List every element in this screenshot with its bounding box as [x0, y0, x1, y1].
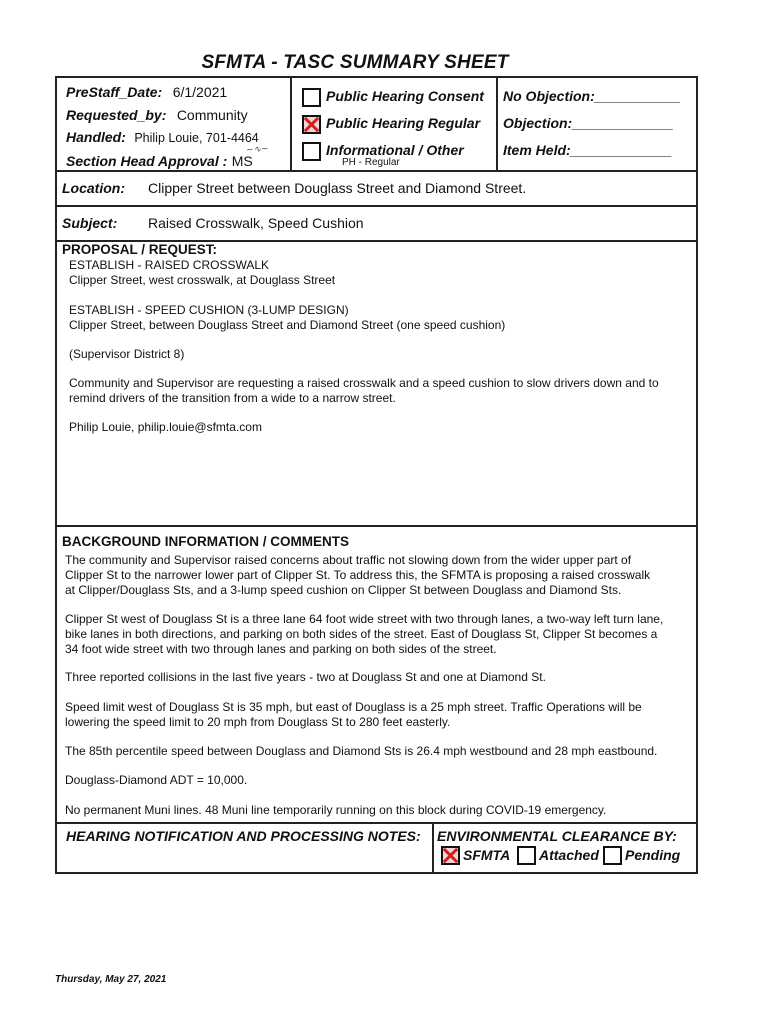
- proposal-line: Clipper Street, between Douglass Street and Diamond Street (one speed cushion): [69, 318, 506, 332]
- env-attached-label: Attached: [539, 847, 599, 863]
- divider-subject: [55, 205, 698, 207]
- handled-value: Philip Louie, 701-4464: [134, 131, 259, 145]
- env-clearance-label: ENVIRONMENTAL CLEARANCE BY:: [437, 828, 677, 844]
- public-hearing-regular-checkbox[interactable]: [302, 115, 321, 134]
- subject-value: Raised Crosswalk, Speed Cushion: [148, 215, 364, 231]
- requested-by-row: [66, 107, 248, 125]
- public-hearing-consent-checkbox[interactable]: [302, 88, 321, 107]
- proposal-line: Philip Louie, philip.louie@sfmta.com: [69, 420, 262, 434]
- background-line: Speed limit west of Douglass St is 35 mph, but east of Douglass is a 25 mph street. Traffic Operations will be: [65, 700, 642, 714]
- background-line: The community and Supervisor raised concerns about traffic not slowing down from the wider upper part of: [65, 553, 632, 567]
- objection-field[interactable]: Objection:_____________: [503, 115, 674, 131]
- section-head-row: [66, 153, 253, 171]
- handled-row: [66, 129, 259, 147]
- location-label: Location:: [62, 180, 125, 196]
- background-line: bike lanes in both directions, and parking on both sides of the street. East of Douglass St, Clipper St becomes a: [65, 627, 658, 641]
- proposal-heading: PROPOSAL / REQUEST:: [62, 242, 218, 257]
- divider-notes: [55, 822, 698, 824]
- env-attached-checkbox[interactable]: [517, 846, 536, 865]
- header-divider-left: [290, 76, 292, 172]
- background-line: No permanent Muni lines. 48 Muni line temporarily running on this block during COVID-19 emergency.: [65, 803, 607, 817]
- env-sfmta-label: SFMTA: [463, 847, 511, 863]
- hearing-notes-label: HEARING NOTIFICATION AND PROCESSING NOTES:: [66, 828, 421, 844]
- handled-label: Handled:: [66, 129, 126, 145]
- divider-background: [55, 525, 698, 527]
- env-pending-label: Pending: [625, 847, 681, 863]
- background-line: Clipper St to the narrower lower part of Clipper St. To address this, the SFMTA is proposing a raised crosswalk: [65, 568, 651, 582]
- background-line: The 85th percentile speed between Douglass and Diamond Sts is 26.4 mph westbound and 28 mph eastbound.: [65, 744, 658, 758]
- subject-label: Subject:: [62, 215, 118, 231]
- public-hearing-regular-label: Public Hearing Regular: [326, 115, 481, 131]
- requested-by-label: Requested_by:: [66, 107, 167, 123]
- background-heading: BACKGROUND INFORMATION / COMMENTS: [62, 534, 349, 549]
- signature-image: ~∿~: [245, 144, 269, 156]
- proposal-line: Community and Supervisor are requesting a raised crosswalk and a speed cushion to slow drivers down and to: [69, 376, 659, 390]
- prestaff-date-value: 6/1/2021: [172, 84, 228, 100]
- header-divider-right: [496, 76, 498, 172]
- page-title: SFMTA - TASC SUMMARY SHEET: [201, 52, 509, 73]
- proposal-line: (Supervisor District 8): [69, 347, 185, 361]
- prestaff-date-label: PreStaff_Date:: [66, 84, 163, 100]
- background-line: at Clipper/Douglass Sts, and a 3-lump speed cushion on Clipper St between Douglass and Diamond Sts.: [65, 583, 622, 597]
- hearing-sub-note: PH - Regular: [342, 157, 400, 168]
- background-line: Clipper St west of Douglass St is a three lane 64 foot wide street with two through lanes, a two-way left turn lane,: [65, 612, 664, 626]
- background-line: Douglass-Diamond ADT = 10,000.: [65, 773, 248, 787]
- no-objection-field[interactable]: No Objection:___________: [503, 88, 681, 104]
- env-sfmta-checkbox[interactable]: [441, 846, 460, 865]
- proposal-line: ESTABLISH - RAISED CROSSWALK: [69, 258, 270, 272]
- env-pending-checkbox[interactable]: [603, 846, 622, 865]
- prestaff-date-row: [66, 84, 227, 102]
- section-head-value: MS: [231, 153, 253, 169]
- section-head-label: Section Head Approval :: [66, 153, 228, 169]
- location-value: Clipper Street between Douglass Street and Diamond Street.: [148, 180, 527, 196]
- background-line: 34 foot wide street with two through lanes and parking on both sides of the street.: [65, 642, 497, 656]
- proposal-line: Clipper Street, west crosswalk, at Douglass Street: [69, 273, 336, 287]
- notes-divider: [432, 822, 434, 874]
- background-line: Three reported collisions in the last five years - two at Douglass St and one at Diamond St.: [65, 670, 546, 684]
- informational-other-checkbox[interactable]: [302, 142, 321, 161]
- page-date: Thursday, May 27, 2021: [55, 974, 167, 985]
- proposal-line: ESTABLISH - SPEED CUSHION (3-LUMP DESIGN): [69, 303, 349, 317]
- requested-by-value: Community: [176, 107, 248, 123]
- proposal-line: remind drivers of the transition from a wide to a narrow street.: [69, 391, 396, 405]
- item-held-field[interactable]: Item Held:_____________: [503, 142, 672, 158]
- informational-other-label: Informational / Other: [326, 142, 464, 158]
- public-hearing-consent-label: Public Hearing Consent: [326, 88, 484, 104]
- background-line: lowering the speed limit to 20 mph from Douglass St to 280 feet easterly.: [65, 715, 451, 729]
